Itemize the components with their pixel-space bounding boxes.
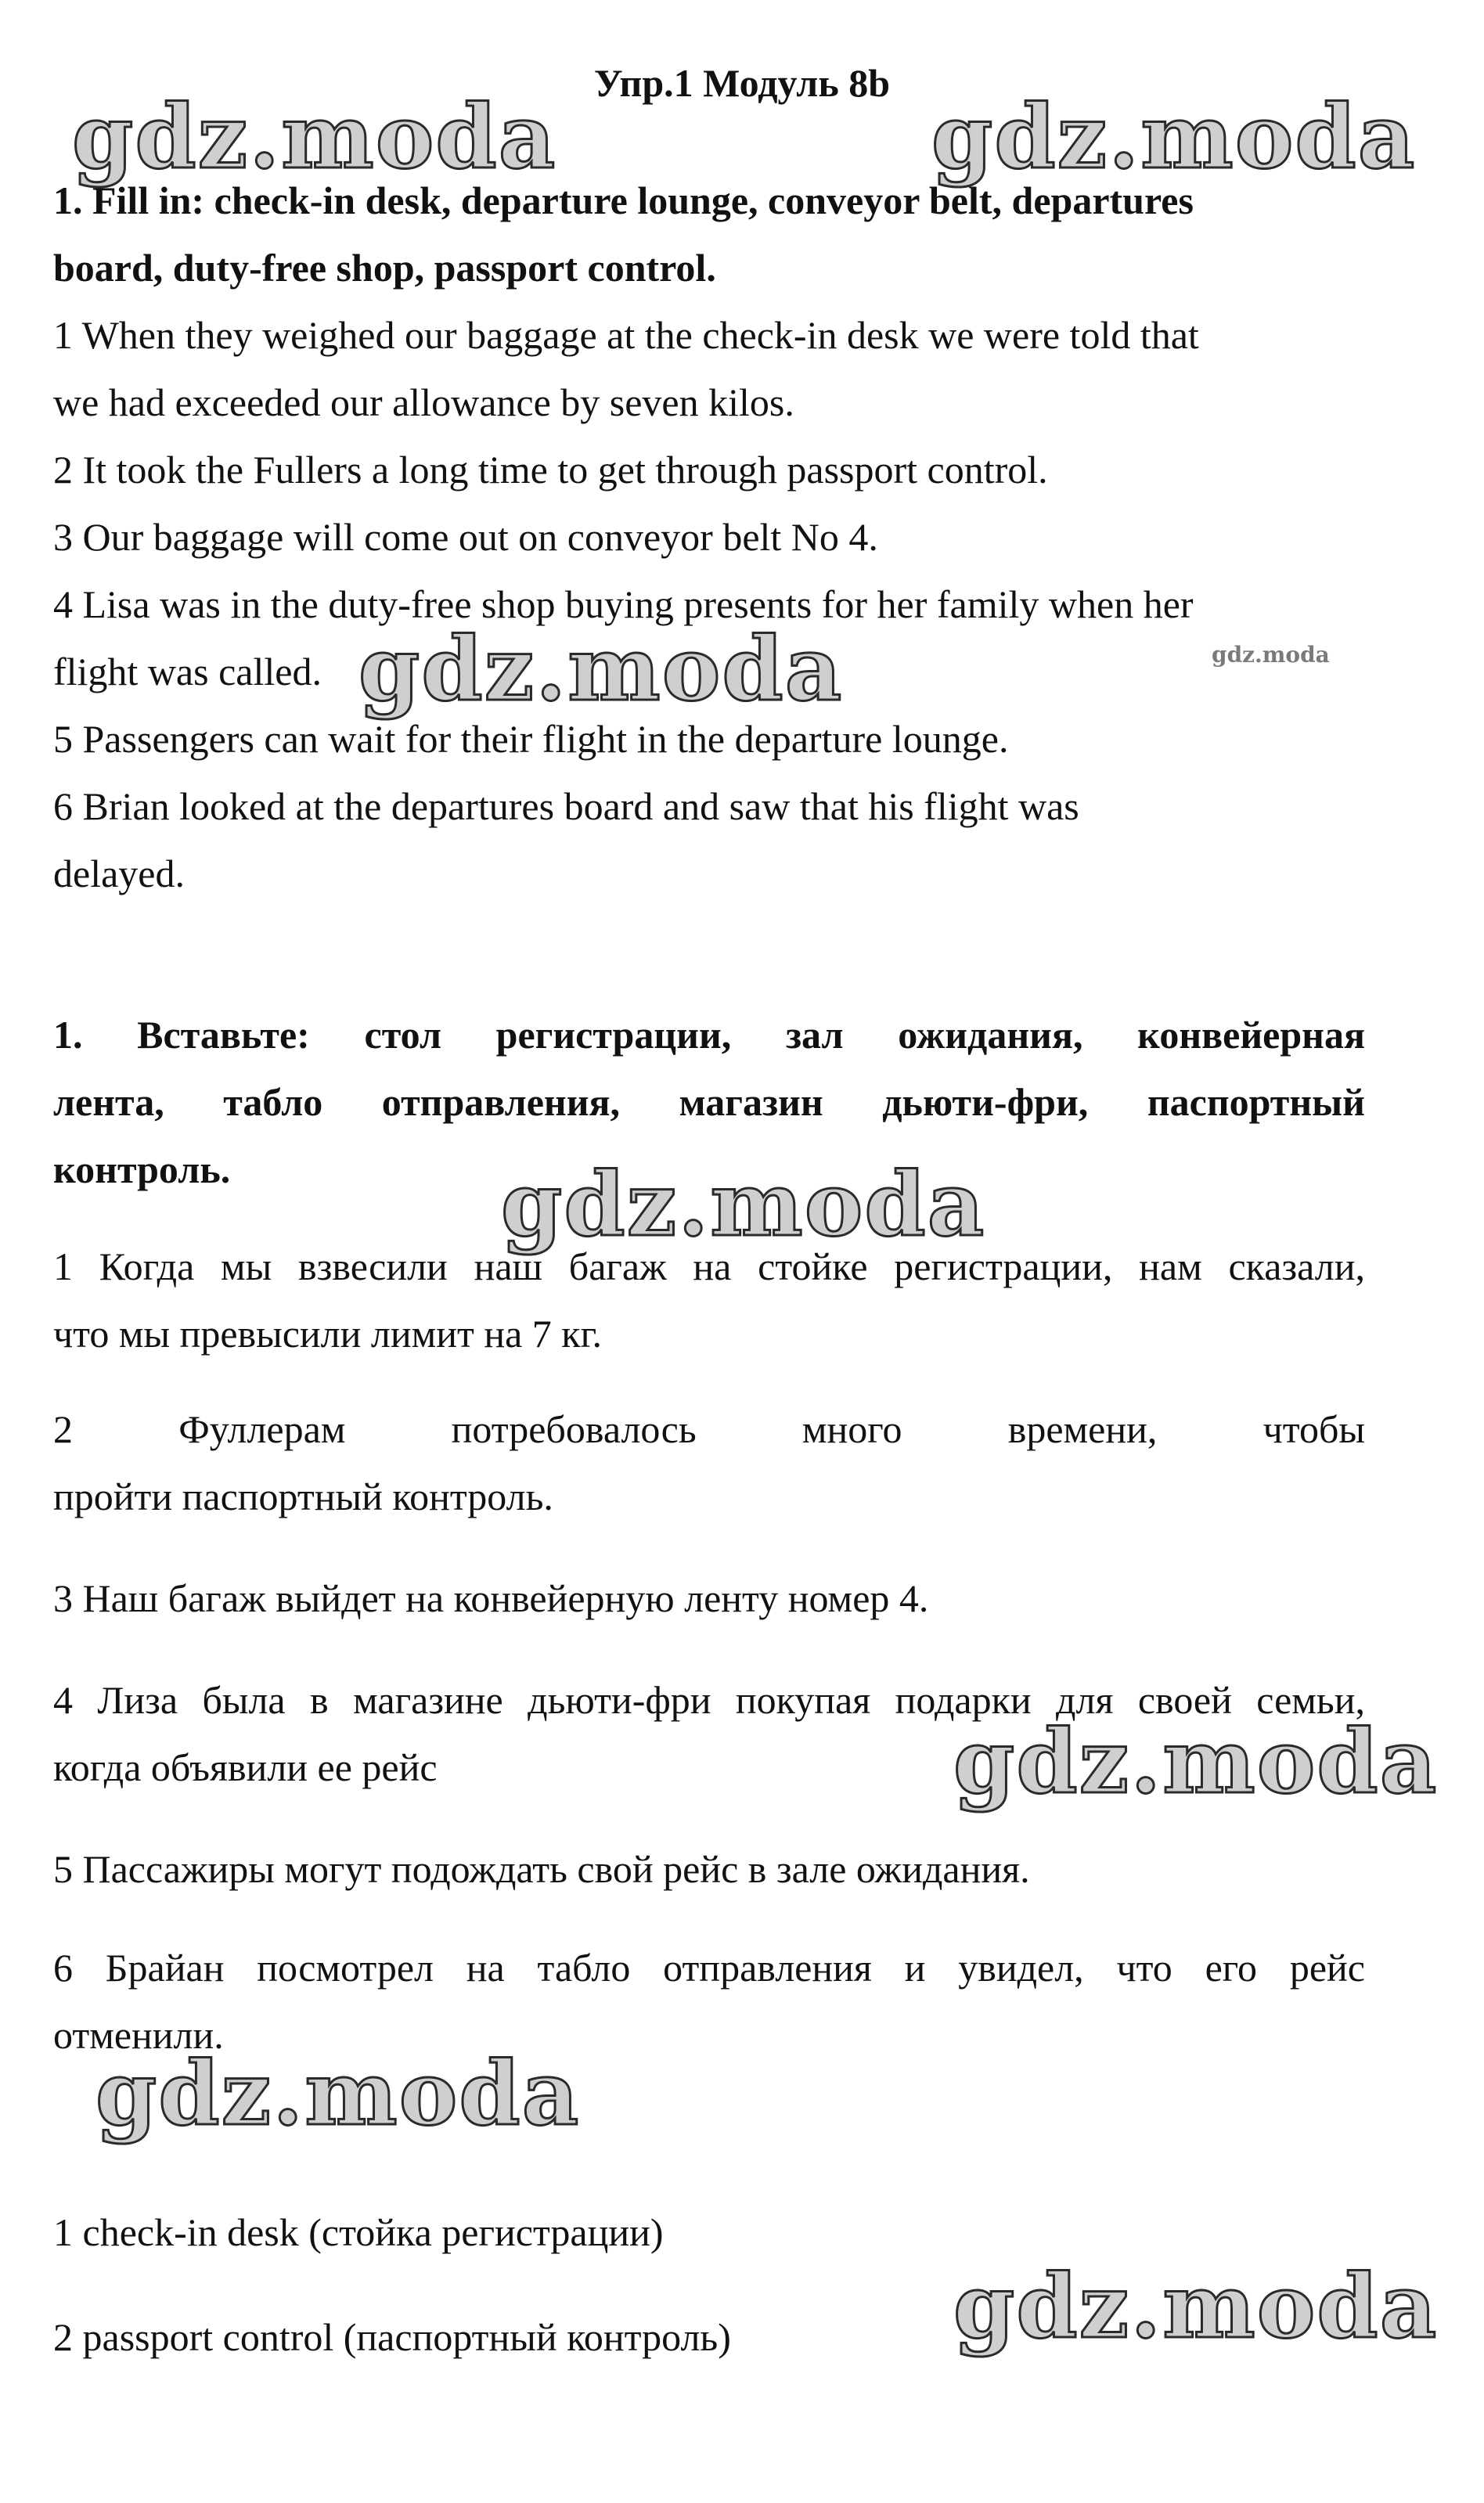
watermark-logo: gdz.moda <box>501 1154 986 1256</box>
english-sentence-2: 2 It took the Fullers a long time to get through passport control. <box>53 448 1048 492</box>
russian-sentence-6: 6 Брайан посмотрел на табло отправления и увидел, что его рейс <box>53 1946 1365 1990</box>
russian-sentence-2: пройти паспортный контроль. <box>53 1475 553 1518</box>
english-sentence-1: 1 When they weighed our baggage at the check-in desk we were told that <box>53 313 1199 357</box>
english-sentence-4: 4 Lisa was in the duty-free shop buying presents for her family when her <box>53 582 1194 626</box>
russian-sentence-4: когда объявили ее рейс <box>53 1745 438 1789</box>
russian-task-heading: контроль. <box>53 1147 231 1191</box>
watermark-logo-small: gdz.moda <box>1212 642 1330 668</box>
watermark-logo: gdz.moda <box>95 2043 581 2145</box>
russian-sentence-5: 5 Пассажиры могут подождать свой рейс в зале ожидания. <box>53 1847 1030 1891</box>
russian-sentence-1: что мы превысили лимит на 7 кг. <box>53 1312 602 1356</box>
watermark-logo: gdz.moda <box>953 2256 1439 2358</box>
russian-sentence-2: 2 Фуллерам потребовалось много времени, чтобы <box>53 1407 1365 1451</box>
english-task-heading: 1. Fill in: check-in desk, departure lounge, conveyor belt, departures <box>53 178 1194 222</box>
english-sentence-6: delayed. <box>53 852 185 895</box>
russian-sentence-3: 3 Наш багаж выйдет на конвейерную ленту номер 4. <box>53 1576 929 1620</box>
russian-sentence-6: отменили. <box>53 2013 224 2057</box>
watermark-logo: gdz.moda <box>931 86 1417 189</box>
watermark-logo: gdz.moda <box>72 86 557 189</box>
english-sentence-3: 3 Our baggage will come out on conveyor belt No 4. <box>53 515 878 559</box>
russian-task-heading: 1. Вставьте: стол регистрации, зал ожидания, конвейерная <box>53 1013 1365 1057</box>
english-task-heading: board, duty-free shop, passport control. <box>53 246 716 290</box>
answer-item: 2 passport control (паспортный контроль) <box>53 2315 731 2359</box>
russian-task-heading: лента, табло отправления, магазин дьюти-фри, паспортный <box>53 1080 1365 1124</box>
russian-sentence-1: 1 Когда мы взвесили наш багаж на стойке регистрации, нам сказали, <box>53 1244 1365 1288</box>
page-title: Упр.1 Модуль 8b <box>593 61 891 105</box>
watermark-logo: gdz.moda <box>358 618 844 721</box>
english-sentence-1: we had exceeded our allowance by seven kilos. <box>53 380 794 424</box>
english-sentence-5: 5 Passengers can wait for their flight in the departure lounge. <box>53 717 1009 761</box>
answer-item: 1 check-in desk (стойка регистрации) <box>53 2210 664 2254</box>
russian-sentence-4: 4 Лиза была в магазине дьюти-фри покупая подарки для своей семьи, <box>53 1678 1365 1722</box>
watermark-logo: gdz.moda <box>953 1711 1439 1813</box>
english-sentence-4: flight was called. <box>53 650 322 693</box>
english-sentence-6: 6 Brian looked at the departures board and saw that his flight was <box>53 784 1079 828</box>
